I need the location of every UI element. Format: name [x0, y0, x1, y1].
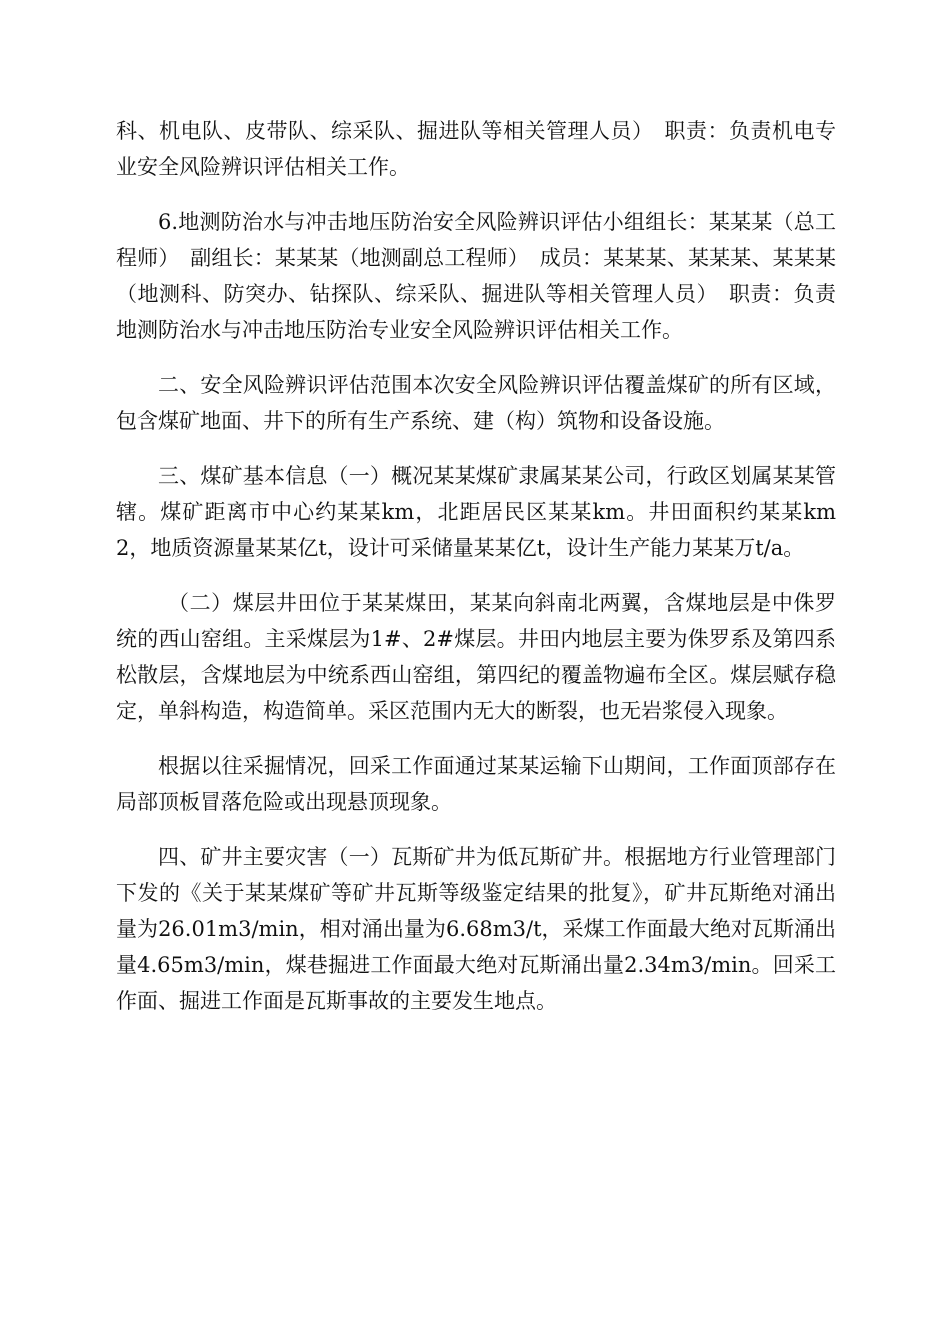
paragraph-survey-group: 6.地测防治水与冲击地压防治安全风险辨识评估小组组长：某某某（总工程师） 副组长：某某某（地测副总工程师） 成员：某某某、某某某、某某某（地测科、防突办、钻探队、综采队、掘进队等相关管理人员） 职责：负责地测防治水与冲击地压防治专业安全风险辨识评估相关工作。	[116, 210, 836, 342]
paragraph-coal-seam: （二）煤层井田位于某某煤田，某某向斜南北两翼，含煤地层是中侏罗统的西山窑组。主采煤层为1#、2#煤层。井田内地层主要为侏罗系及第四系松散层，含煤地层为中统系西山窑组，第四纪的覆盖物遍布全区。煤层赋存稳定，单斜构造，构造简单。采区范围内无大的断裂，也无岩浆侵入现象。	[116, 591, 836, 723]
document-page	[116, 113, 836, 1038]
paragraph-mining-history: 根据以往采掘情况，回采工作面通过某某运输下山期间，工作面顶部存在局部顶板冒落危险或出现悬顶现象。	[116, 754, 836, 814]
paragraph-main-hazards: 四、矿井主要灾害（一）瓦斯矿井为低瓦斯矿井。根据地方行业管理部门下发的《关于某某煤矿等矿井瓦斯等级鉴定结果的批复》，矿井瓦斯绝对涌出量为26.01m3/min，相对涌出量为6.68m3/t，采煤工作面最大绝对瓦斯涌出量4.65m3/min，煤巷掘进工作面最大绝对瓦斯涌出量2.34m3/min。回采工作面、掘进工作面是瓦斯事故的主要发生地点。	[116, 845, 836, 1013]
paragraph-assessment-scope: 二、安全风险辨识评估范围本次安全风险辨识评估覆盖煤矿的所有区域，包含煤矿地面、井下的所有生产系统、建（构）筑物和设备设施。	[116, 373, 836, 433]
paragraph-electromechanical-duties: 科、机电队、皮带队、综采队、掘进队等相关管理人员） 职责：负责机电专业安全风险辨识评估相关工作。	[116, 119, 836, 179]
paragraph-mine-overview: 三、煤矿基本信息（一）概况某某煤矿隶属某某公司，行政区划属某某管辖。煤矿距离市中心约某某km，北距居民区某某km。井田面积约某某km2，地质资源量某某亿t，设计可采储量某某亿t，设计生产能力某某万t/a。	[116, 464, 836, 560]
